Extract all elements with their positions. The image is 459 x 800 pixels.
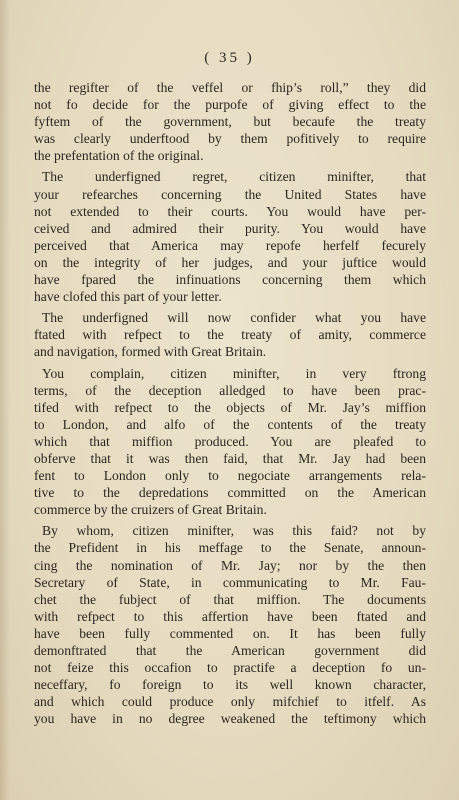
- text-line: ftated with refpect to the treaty of amity, commerce: [34, 327, 426, 343]
- text-line: fyftem of the government, but becaufe the treaty: [34, 114, 426, 130]
- text-line: have clofed this part of your letter.: [34, 289, 222, 305]
- text-line: commerce by the cruizers of Great Britain.: [34, 502, 267, 518]
- text-line: not fo decide for the purpofe of giving effect to the: [34, 97, 426, 113]
- text-line: demonftrated that the American government did: [34, 643, 426, 658]
- page-number: ( 35 ): [204, 50, 255, 66]
- text-line: obferve that it was then faid, that Mr. Jay had been: [34, 450, 426, 466]
- text-line: You complain, citizen minifter, in very ftrong: [42, 365, 426, 381]
- text-line: have fpared the infinuations concerning them which: [34, 272, 426, 288]
- text-line: was clearly underftood by them pofitively to require: [34, 131, 426, 147]
- text-line: By whom, citizen minifter, was this faid? not by: [42, 523, 426, 539]
- text-line: not feize this occafion to practife a deception fo un-: [34, 660, 426, 676]
- text-line: and navigation, formed with Great Britain.: [34, 344, 267, 360]
- text-line: your refearches concerning the United States have: [34, 186, 426, 202]
- text-line: cing the nomination of Mr. Jay; nor by the then: [34, 557, 426, 573]
- text-line: terms, of the deception alledged to have been prac-: [34, 382, 426, 398]
- paragraph-5: [34, 522, 426, 727]
- text-line: have been fully commented on. It has been fully: [34, 625, 426, 641]
- paragraph-2: [34, 168, 426, 305]
- paragraph-4: [34, 365, 426, 519]
- paragraph-3: [34, 309, 426, 360]
- text-line: you have in no degree weakened the teftimony which: [34, 711, 426, 727]
- text-line: tifed with refpect to the objects of Mr. Jay’s miffion: [34, 399, 426, 415]
- paragraph-1: [34, 79, 426, 164]
- text-line: on the integrity of her judges, and your juftice would: [34, 254, 426, 270]
- body-text: [34, 79, 426, 731]
- text-line: with refpect to this affertion have been ftated and: [34, 608, 426, 624]
- text-line: not extended to their courts. You would have per-: [34, 203, 426, 219]
- text-line: The underfigned will now confider what you have: [42, 310, 426, 326]
- text-line: and which could produce only mifchief to itfelf. As: [34, 694, 426, 710]
- text-line: neceffary, fo foreign to its well known character,: [34, 677, 426, 693]
- text-line: fent to London only to negociate arrangements rela-: [34, 468, 426, 484]
- text-line: The underfigned regret, citizen minifter, that: [42, 169, 426, 185]
- text-line: the prefentation of the original.: [34, 148, 204, 164]
- text-line: chet the fubject of that miffion. The documents: [34, 591, 426, 607]
- text-line: Secretary of State, in communicating to Mr. Fau-: [34, 574, 426, 590]
- text-line: to London, and alfo of the contents of the treaty: [34, 416, 426, 432]
- text-line: tive to the depredations committed on the American: [34, 485, 426, 501]
- text-line: which that miffion produced. You are pleafed to: [34, 433, 426, 449]
- text-line: perceived that America may repofe herfelf fecurely: [34, 237, 426, 253]
- text-line: the Prefident in his meffage to the Senate, announ-: [34, 540, 426, 556]
- text-line: the regifter of the veffel or fhip’s roll,” they did: [34, 80, 426, 95]
- text-line: ceived and admired their purity. You would have: [34, 220, 426, 236]
